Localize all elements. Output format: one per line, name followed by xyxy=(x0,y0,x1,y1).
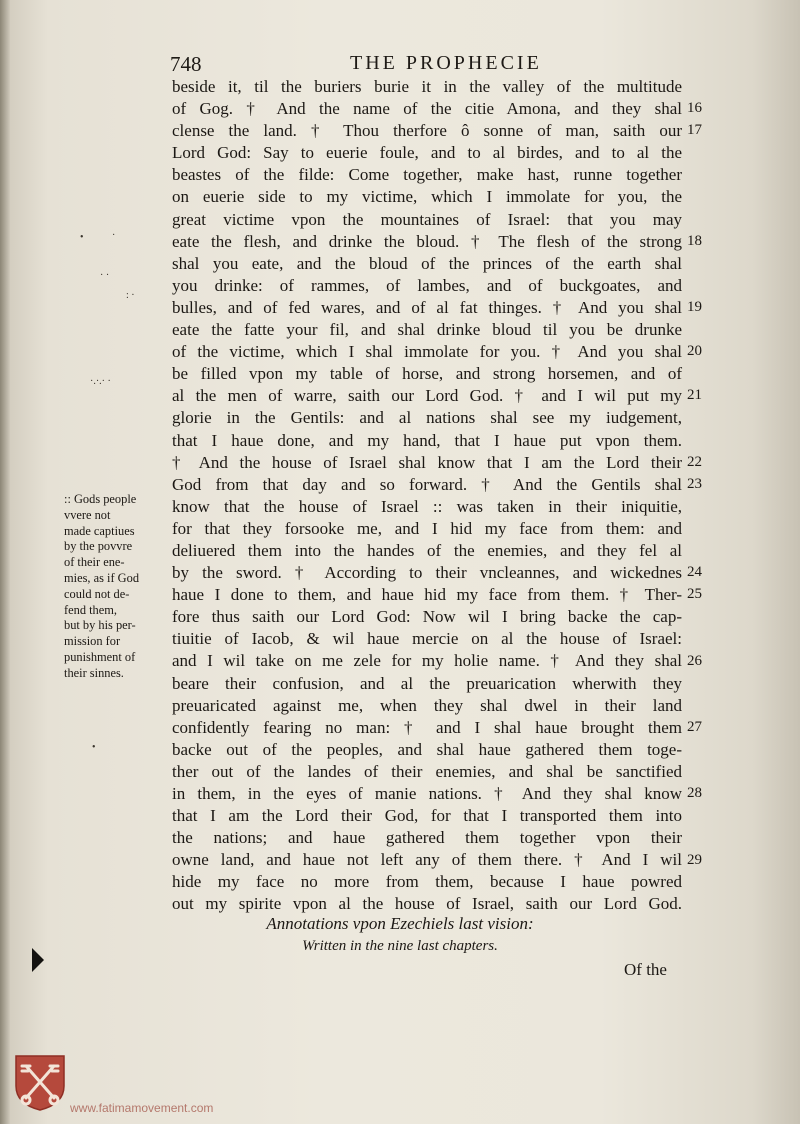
running-title: THE PROPHECIE xyxy=(350,52,542,74)
verse-number: 26 xyxy=(687,652,702,669)
verse-number: 22 xyxy=(687,453,702,470)
verse-number: 16 xyxy=(687,100,702,117)
page-number: 748 xyxy=(170,52,202,76)
verse-number: 25 xyxy=(687,586,702,603)
text-line: God from that day and so forward. † And the Gentils shal xyxy=(172,474,682,494)
text-line: in them, in the eyes of manie nations. † And they shal know xyxy=(172,784,682,803)
text-line: ther out of the landes of their enemies, and shal be sanctified xyxy=(172,761,682,781)
text-line: Lord God: Say to euerie foule, and to al birdes, and to al the xyxy=(172,143,682,163)
text-line: tiuitie of Iacob, & wil haue mercie on al the house of Israel: xyxy=(172,629,682,649)
body-text xyxy=(172,76,682,916)
text-line: haue I done to them, and haue hid my face from them. † Ther- xyxy=(172,585,682,605)
text-line: hide my face no more from them, because I haue powred xyxy=(172,872,682,892)
text-line: † And the house of Israel shal know that I am the Lord their xyxy=(172,452,682,472)
catchword: Of the xyxy=(624,960,667,979)
verse-number: 23 xyxy=(687,475,702,492)
verse-number: 27 xyxy=(687,718,702,735)
text-line: deliuered them into the handes of the enemies, and they fel al xyxy=(172,540,682,560)
text-line: fore thus saith our Lord God: Now wil I bring backe the cap- xyxy=(172,607,682,627)
text-line: eate the fatte your fil, and shal drinke bloud til you be drunke xyxy=(172,320,682,340)
annotation-title: Annotations vpon Ezechiels last vision: xyxy=(266,914,534,933)
verse-number: 28 xyxy=(687,785,702,802)
text-line: glorie in the Gentils: and al nations shal see my iudgement, xyxy=(172,408,682,428)
page-edge-marker xyxy=(32,948,44,972)
text-line: shal you eate, and the bloud of the princes of the earth shal xyxy=(172,253,682,273)
print-speck: : · xyxy=(126,290,135,301)
text-line: know that the house of Israel :: was taken in their iniquitie, xyxy=(172,496,682,516)
text-line: confidently fearing no man: † and I shal haue brought them xyxy=(172,717,682,737)
verse-number: 29 xyxy=(687,851,702,868)
text-line: clense the land. † Thou therfore ô sonne of man, saith our xyxy=(172,121,682,141)
annotation-subtitle: Written in the nine last chapters. xyxy=(302,938,498,954)
text-line: beastes of the filde: Come together, make hast, runne together xyxy=(172,165,682,185)
text-line: beside it, til the buriers burie it in the valley of the multitude xyxy=(172,77,682,96)
verse-number: 18 xyxy=(687,232,702,249)
verse-number: 21 xyxy=(687,387,702,404)
text-line: that I haue done, and my hand, that I haue put vpon them. xyxy=(172,430,682,450)
text-line: that I am the Lord their God, for that I transported them into xyxy=(172,806,682,826)
text-line: owne land, and haue not left any of them there. † And I wil xyxy=(172,850,682,870)
watermark-text: www.fatimamovement.com xyxy=(70,1101,214,1115)
print-speck: ·.·.· · xyxy=(90,376,111,387)
print-speck: • xyxy=(80,232,84,243)
text-line: eate the flesh, and drinke the bloud. † The flesh of the strong xyxy=(172,231,682,251)
text-line: be filled vpon my table of horse, and strong horsemen, and of xyxy=(172,364,682,384)
margin-note-line: but by his per- xyxy=(64,618,136,633)
margin-note xyxy=(64,492,176,682)
text-line: of Gog. † And the name of the citie Amona, and they shal xyxy=(172,99,682,119)
margin-note-line: their sinnes. xyxy=(64,665,124,680)
verse-number: 20 xyxy=(687,343,702,360)
text-line: backe out of the peoples, and shal haue gathered them toge- xyxy=(172,739,682,759)
text-line: bulles, and of fed wares, and of al fat thinges. † And you shal xyxy=(172,297,682,317)
margin-note-line: could not de- xyxy=(64,586,130,601)
verse-number: 17 xyxy=(687,122,702,139)
margin-note-line: mies, as if God xyxy=(64,570,140,585)
print-speck: · · xyxy=(100,270,110,281)
verse-number: 19 xyxy=(687,299,702,315)
margin-note-line: by the povvre xyxy=(64,539,133,554)
text-line: and I wil take on me zele for my holie name. † And they shal xyxy=(172,651,682,671)
verse-number: 24 xyxy=(687,564,702,581)
text-line: al the men of warre, saith our Lord God. † and I wil put my xyxy=(172,386,682,406)
text-line: for that they forsooke me, and I hid my face from them: and xyxy=(172,518,682,538)
text-line: the nations; and haue gathered them together vpon their xyxy=(172,828,682,848)
text-line: great victime vpon the mountaines of Israel: that you may xyxy=(172,209,682,229)
margin-note-line: of their ene- xyxy=(64,555,125,570)
margin-note-line: punishment of xyxy=(64,649,136,664)
text-line: on euerie side to my victime, which I immolate for you, the xyxy=(172,187,682,207)
print-speck: · xyxy=(112,230,116,241)
text-line: beare their confusion, and al the preuarication wherwith they xyxy=(172,673,682,693)
print-speck: • xyxy=(92,742,96,753)
page-spine-shadow xyxy=(0,0,10,1124)
text-line: by the sword. † According to their vncleannes, and wickednes xyxy=(172,563,682,583)
papal-keys-emblem-icon xyxy=(14,1054,66,1112)
text-line: preuaricated against me, when they shal dwel in their land xyxy=(172,695,682,715)
text-line: out my spirite vpon al the house of Israel, saith our Lord God. xyxy=(172,894,682,914)
margin-note-line: made captiues xyxy=(64,523,135,538)
text-line: of the victime, which I shal immolate for you. † And you shal xyxy=(172,342,682,362)
margin-note-line: fend them, xyxy=(64,602,117,617)
margin-note-line: vvere not xyxy=(64,507,111,522)
margin-note-line: :: Gods people xyxy=(64,492,137,506)
text-line: you drinke: of rammes, of lambes, and of buckgoates, and xyxy=(172,275,682,295)
margin-note-line: mission for xyxy=(64,634,121,649)
